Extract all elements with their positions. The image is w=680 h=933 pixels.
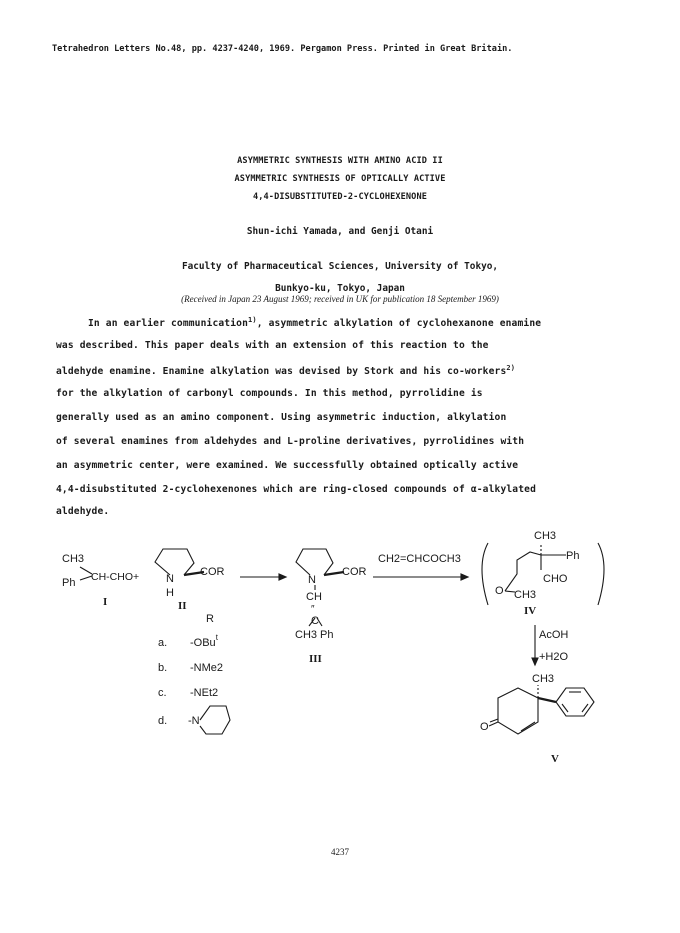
compound-2-cor: COR [200, 566, 225, 578]
compound-5-carbonyl-bond [489, 722, 498, 726]
compound-1-chain: CH-CHO+ [91, 571, 140, 583]
compound-4-ph: Ph [566, 550, 580, 562]
substituent-a-letter: a. [158, 637, 168, 649]
body-line-9: aldehyde. [56, 506, 110, 517]
compound-5-o: O [480, 721, 489, 733]
body-line-7: an asymmetric center, were examined. We successfully obtained optically active [56, 460, 519, 471]
compound-5-label: V [551, 753, 559, 765]
compound-4-chain [505, 552, 541, 591]
substituent-b-letter: b. [158, 662, 168, 674]
compound-5-ch3: CH3 [532, 673, 555, 685]
compound-1-ph: Ph [62, 577, 76, 589]
page-number: 4237 [331, 847, 349, 857]
compound-5-phenyl-wedge [538, 698, 556, 702]
substituent-c-group: -NEt2 [190, 687, 219, 699]
reaction-arrow-1-head [279, 574, 286, 580]
body-line-5: generally used as an amino component. Using asymmetric induction, alkylation [56, 412, 507, 423]
compound-3-ch3-ph: CH3 Ph [295, 629, 334, 641]
compound-5-double-bond [521, 722, 535, 731]
substituent-d-letter: d. [158, 715, 168, 727]
compound-4-label: IV [524, 605, 537, 617]
received-dates: (Received in Japan 23 August 1969; received in UK for publication 18 September 1969) [181, 294, 499, 304]
compound-1-ch3: CH3 [62, 553, 85, 565]
compound-4-ch3: CH3 [534, 530, 557, 542]
compound-3-cor: COR [342, 566, 367, 578]
authors: Shun-ichi Yamada, and Genji Otani [246, 226, 434, 237]
substituent-a-group: -OBu$^t$ [190, 633, 218, 649]
body-line-4: for the alkylation of carbonyl compounds. In this method, pyrrolidine is [56, 388, 483, 399]
body-line-3: aldehyde enamine. Enamine alkylation was devised by Stork and his co-workers$^{2)}$ [56, 364, 516, 378]
affiliation-line-2: Bunkyo-ku, Tokyo, Japan [275, 283, 405, 294]
body-line-1: In an earlier communication$^{1)}$, asymmetric alkylation of cyclohexanone enamine [88, 316, 542, 330]
compound-2-ring [155, 549, 194, 575]
compound-5-carbonyl-bond [490, 719, 498, 722]
compound-4-o: O [495, 585, 504, 597]
condition-water: +H2O [539, 651, 569, 663]
compound-3-n: N [308, 574, 316, 586]
title-line-3: 4,4-DISUBSTITUTED-2-CYCLOHEXENONE [252, 192, 428, 202]
compound-3-label: III [309, 653, 322, 665]
compound-3-ch: CH [306, 591, 322, 603]
compound-3-ring [296, 549, 333, 575]
substituent-b-group: -NMe2 [190, 662, 224, 674]
journal-header: Tetrahedron Letters No.48, pp. 4237-4240, 1969. Pergamon Press. Printed in Great Britain. [52, 44, 513, 54]
compound-2-h: H [166, 587, 174, 599]
reaction-arrow-2-head [461, 574, 468, 580]
body-line-2: was described. This paper deals with an extension of this reaction to the [56, 340, 489, 351]
body-line-8: 4,4-disubstituted 2-cyclohexenones which are ring-closed compounds of α-alkylated [56, 484, 536, 495]
compound-3-wedge [324, 572, 344, 575]
substituent-r-header: R [206, 613, 214, 625]
compound-4-right-bracket [598, 543, 604, 605]
reaction-scheme [0, 520, 680, 780]
compound-4-cho: CHO [543, 573, 568, 585]
compound-4-ch3b: CH3 [514, 589, 537, 601]
affiliation-line-1: Faculty of Pharmaceutical Sciences, University of Tokyo, [181, 261, 499, 272]
reagent-label: CH2=CHCOCH3 [378, 553, 461, 565]
compound-5-ring [498, 688, 538, 734]
substituent-c-letter: c. [158, 687, 167, 699]
compound-4-left-bracket [482, 543, 488, 605]
title-line-2: ASYMMETRIC SYNTHESIS OF OPTICALLY ACTIVE [234, 174, 446, 184]
title-line-1: ASYMMETRIC SYNTHESIS WITH AMINO ACID II [237, 156, 443, 166]
body-line-6: of several enamines from aldehydes and L-proline derivatives, pyrrolidines with [56, 436, 525, 447]
compound-3-double-bond: ″ [311, 604, 315, 615]
compound-2-label: II [178, 600, 187, 612]
reaction-arrow-3-head [532, 658, 538, 665]
pyrrolidinyl-ring [200, 706, 230, 734]
compound-1-label: I [103, 596, 108, 608]
substituent-d-group: -N [188, 715, 200, 727]
compound-3-c: C [311, 615, 319, 627]
condition-acoh: AcOH [539, 629, 569, 641]
compound-2-n: N [166, 573, 174, 585]
